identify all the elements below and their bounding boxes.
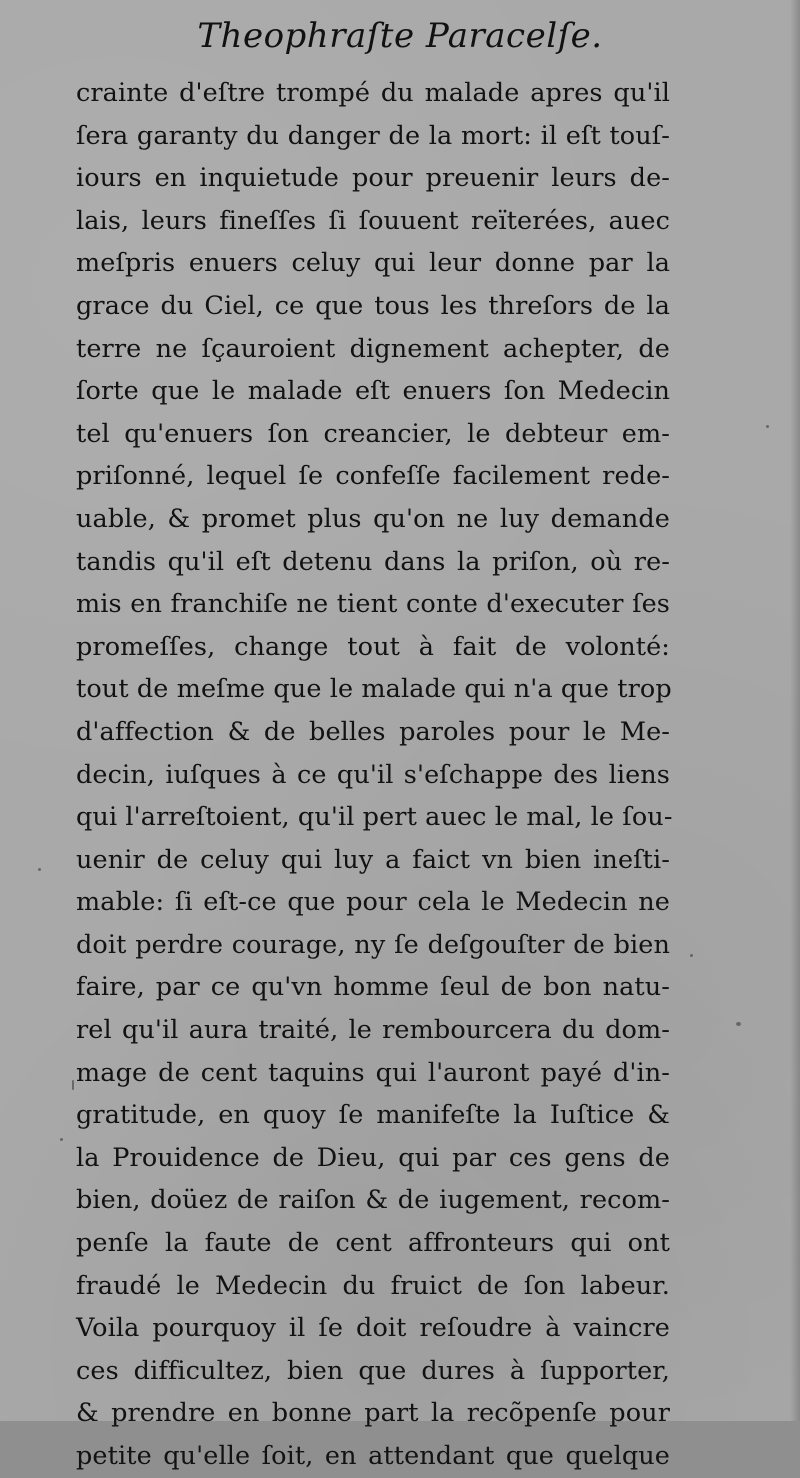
text-line: promeſſes, change tout à fait de volonté: [76, 631, 670, 662]
text-line: terre ne ſçauroient dignement achepter, de [76, 333, 670, 364]
text-line: uable, & promet plus qu'on ne luy demande [76, 503, 670, 534]
page-edge-shadow [790, 0, 800, 1421]
text-line: mable: ſi eſt-ce que pour cela le Medecin ne [76, 887, 670, 918]
text-line: ces difficultez, bien que dures à ſupporter, [76, 1355, 670, 1386]
text-line: faire, par ce qu'vn homme ſeul de bon natu- [76, 972, 670, 1003]
text-line: lais, leurs fineſſes ſi ſouuent reïterées, auec [76, 205, 670, 236]
paper-speck [38, 868, 41, 871]
paper-speck [60, 1138, 63, 1141]
text-line: fraudé le Medecin du fruict de ſon labeur. [76, 1270, 670, 1301]
text-line: tout de meſme que le malade qui n'a que trop [76, 674, 672, 705]
text-line: grace du Ciel, ce que tous les threſors de la [76, 290, 670, 321]
text-line: ſera garanty du danger de la mort: il eſt touſ- [76, 120, 670, 151]
text-line: gratitude, en quoy ſe manifeſte la Iuſtice & [76, 1100, 670, 1131]
text-line: tandis qu'il eſt detenu dans la priſon, où re- [76, 546, 670, 577]
body-text [76, 72, 673, 1478]
text-line: tel qu'enuers ſon creancier, le debteur em- [76, 418, 670, 449]
paper-speck [690, 954, 693, 957]
text-line: penſe la faute de cent affronteurs qui ont [76, 1228, 670, 1259]
text-line: rel qu'il aura traité, le rembourcera du dom- [76, 1015, 670, 1046]
paper-speck [736, 1022, 741, 1026]
text-line: priſonné, lequel ſe confeſſe facilement rede- [76, 461, 670, 492]
text-line: la Prouidence de Dieu, qui par ces gens de [76, 1142, 670, 1173]
text-line: mis en franchiſe ne tient conte d'executer ſes [76, 589, 670, 620]
text-line: decin, iuſques à ce qu'il s'eſchappe des liens [76, 759, 670, 790]
text-line: uenir de celuy qui luy a faict vn bien ineſti- [76, 844, 670, 875]
paper-speck [766, 425, 769, 428]
text-line: & prendre en bonne part la recõpenſe pour [76, 1398, 670, 1429]
text-line: doit perdre courage, ny ſe deſgouſter de bien [76, 929, 670, 960]
text-line: ſorte que le malade eſt enuers ſon Medecin [76, 376, 670, 407]
paper-speck [72, 1080, 74, 1090]
text-line: iours en inquietude pour preuenir leurs de- [76, 163, 670, 194]
text-line: d'affection & de belles paroles pour le Me- [76, 716, 670, 747]
text-line: bien, doüez de raiſon & de iugement, recom- [76, 1185, 670, 1216]
text-line: meſpris enuers celuy qui leur donne par la [76, 248, 670, 279]
text-line: Voila pourquoy il ſe doit reſoudre à vaincre [76, 1313, 670, 1344]
running-head: Theophraſte Paracelſe. [197, 16, 603, 56]
text-line: qui l'arreſtoient, qu'il pert auec le mal, le ſou- [76, 802, 673, 833]
text-line last: petite qu'elle ſoit, en attendant que quelque [76, 1441, 670, 1471]
text-line: mage de cent taquins qui l'auront payé d'in- [76, 1057, 670, 1088]
text-line: crainte d'eſtre trompé du malade apres qu'il [76, 78, 670, 108]
